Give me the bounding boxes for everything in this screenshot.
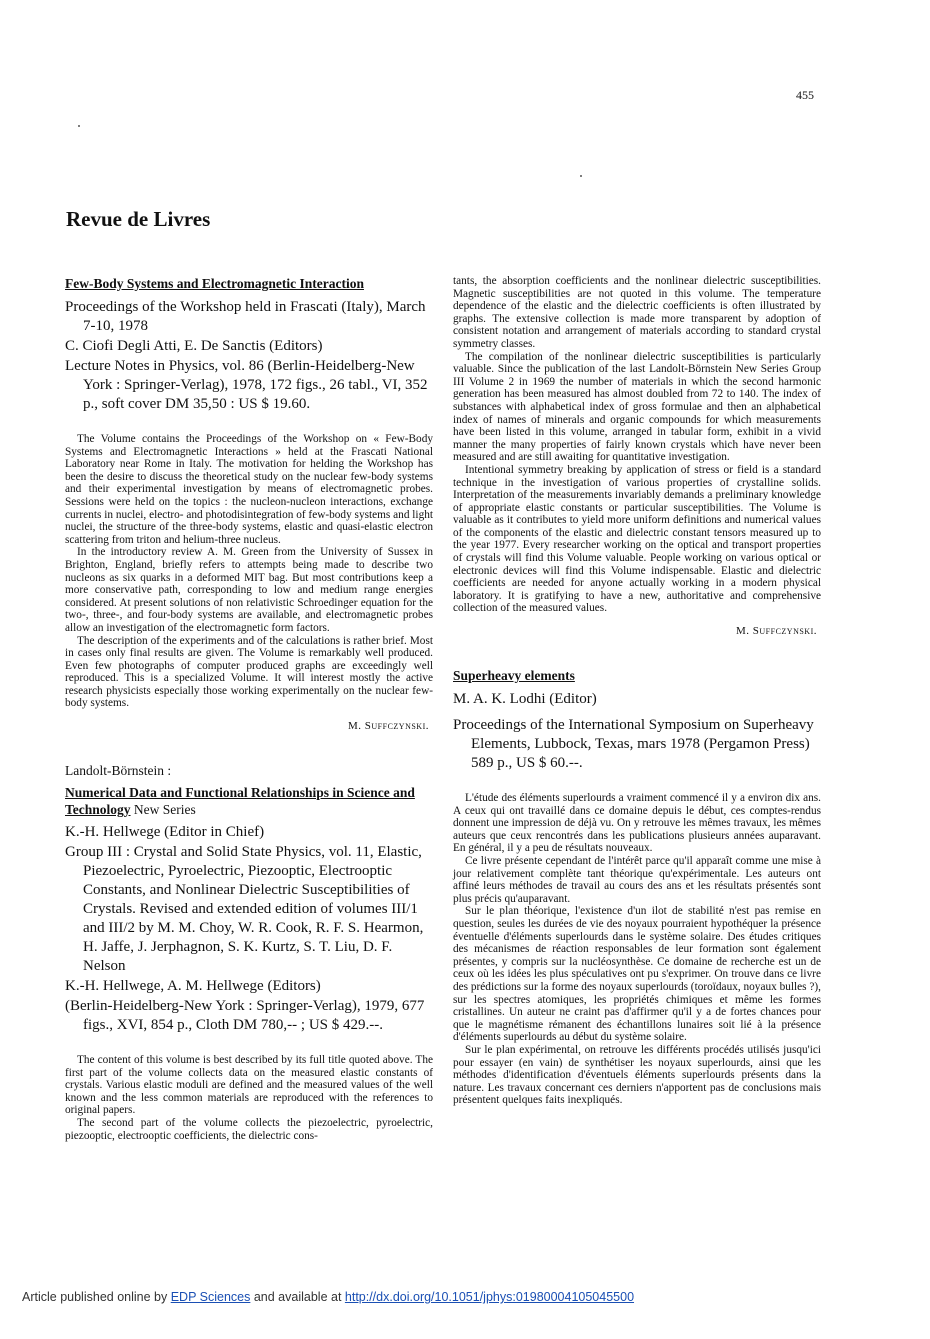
reviewer-signature: M. Suffczynski.	[348, 720, 429, 733]
review-paragraph: Sur le plan expérimental, on retrouve les différents procédés utilisés jusqu'ici pour essayer (en vain) de synthétiser les noyaux superlourds, ainsi que les méthodes d'identification d'éventuels éléments superlourds présents dans la nature. Les travaux concernant ces derniers n'apportent pas de conclusions mais présentent quelques faits inexpliqués.	[453, 1043, 821, 1107]
review-ref-publication: (Berlin-Heidelberg-New York : Springer-Verlag), 1979, 677 figs., XVI, 854 p., Cloth DM 780,-- ; US $ 429.--.	[65, 998, 425, 1034]
reviewer-signature: M. Suffczynski.	[736, 625, 817, 638]
right-column	[453, 275, 821, 1107]
review-paragraph: Sur le plan théorique, l'existence d'un ilot de stabilité n'est pas remise en question, seules les durées de vie des noyaux pourraient hypothéquer la présence éventuelle d'éléments superlourds dans le système solaire. Des études critiques des mécanismes de réaction responsables de leur formation sont également présentes, y compris sur la nucléosynthèse. Ce domaine de recherche est un de ceux où les idées les plus spéculatives ont pu s'exprimer. On trouve dans ce livre des prédictions sur la forme des noyaux superlourds (toroïdaux, noyaux bulles ?), sur les spectres atomiques, les propriétés chimiques et même les formes cristallines. Un auteur ne craint pas d'affirmer qu'il y a de fortes chances pour que le magnétisme rémanent des échantillons lunaires soit lié à la présence d'éléments superlourds au début du système solaire.	[453, 905, 822, 1044]
review-paragraph: The content of this volume is best described by its full title quoted above. The first part of the volume collects data on the measured elastic constants of crystals. Various elastic moduli are defined and the measured values of the well known and the less common materials are reproduced with the references to original papers.	[65, 1054, 433, 1117]
review-ref-group: Group III : Crystal and Solid State Physics, vol. 11, Elastic, Piezoelectric, Pyroelectric, Piezooptic, Electrooptic Constants, and Nonlinear Dielectric Susceptibilities of Crystals. Revised and extended edition of volumes III/1 and III/2 by M. M. Choy, W. R. Cook, R. F. S. Hearmon, H. Jaffe, J. Jerphagnon, S. K. Kurtz, S. T. Liu, D. F. Nelson	[65, 844, 424, 975]
footer-prefix: Article published online by	[22, 1290, 171, 1304]
review-ref-proceedings: Proceedings of the Workshop held in Frascati (Italy), March 7-10, 1978	[65, 299, 426, 334]
series-title	[65, 784, 433, 818]
review-ref-editors: K.-H. Hellwege, A. M. Hellwege (Editors)	[65, 978, 321, 995]
review-heading-few-body: Few-Body Systems and Electromagnetic Interaction	[65, 276, 364, 291]
review-paragraph: The Volume contains the Proceedings of the Workshop on « Few-Body Systems and Electromagnetic Interactions » held at the Frascati National Laboratory near Rome in Italy. The motivation for helding the Workshop has been the desire to discuss the theoretical study on the nuclear few-body systems and their experimental investigation by means of electromagnetic probes. Sessions were held on the topics : the nucleon-nucleon interactions, exchange currents in nuclei, electro- and photodisintegration of few-body systems and light nuclei, the structure of the three-body systems, elastic and quasi-elastic electron scattering from triton and helium-three nucleus.	[65, 433, 433, 546]
review-ref-editors: C. Ciofi Degli Atti, E. De Sanctis (Editors)	[65, 338, 323, 354]
review-ref-editor-in-chief: K.-H. Hellwege (Editor in Chief)	[65, 824, 265, 841]
left-column	[65, 275, 433, 1142]
publication-footer	[22, 1290, 634, 1304]
review-heading-superheavy: Superheavy elements	[453, 668, 575, 684]
page-number: 455	[796, 88, 814, 102]
review-ref-publication: Lecture Notes in Physics, vol. 86 (Berlin-Heidelberg-New York : Springer-Verlag), 1978, 172 figs., 26 tabl., VI, 352 p., soft cover DM 35,50 : US $ 19.60.	[65, 358, 428, 412]
footer-middle: and available at	[250, 1290, 345, 1304]
review-paragraph: tants, the absorption coefficients and the nonlinear dielectric susceptibilities. Magnetic susceptibilities are not quoted in this volume. The temperature dependence of the elastic and the dielectric coefficients is often illustrated by graphs. The extensive collection is made more transparent by adoption of consistent notation and arrangement of materials according to standard crystal symmetry classes.	[453, 275, 821, 350]
review-paragraph: The compilation of the nonlinear dielectric susceptibilities is particularly valuable. Since the publication of the last Landolt-Börnstein New Series Group III Volume 2 in 1969 the number of materials in which the second harmonic generation has been measured has almost doubled from 72 to 140. The index of substances with alphabetical index of gross formulae and then an alphabetical index of names of minerals and organic compounds for which measurements have been listed in this volume, arranged in tabular form, exhibit in a vivid manner the many properties of fairly known crystals which have never been measured and are still awaiting for quantitative investigation.	[453, 350, 821, 464]
page-title: Revue de Livres	[66, 207, 211, 231]
review-paragraph: Ce livre présente cependant de l'intérêt parce qu'il apparaît comme une mise à jour relativement complète tant théorique qu'expérimentale. Les auteurs ont affiné leurs méthodes de travail au cours des ans et les résultats présentés sont plus précis qu'auparavant.	[453, 855, 821, 905]
series-title-bold: Numerical Data and Functional Relationships in Science and Technology	[65, 785, 415, 818]
review-paragraph: Intentional symmetry breaking by application of stress or field is a standard technique in the investigation of various properties of crystalline solids. Interpretation of the measurements invariably demands a preliminary knowledge of appropriate elastic constants or particular susceptibilities. The Volume is valuable as it contributes to yield more uniform definitions and numerical values of the components of the elastic and dielectric constant tensors measured up to the year 1977. Every researcher working on the optical and transport properties of crystals will find this Volume valuable. People working on various optical or electronic devices will find this Volume indispensable. Elastic and dielectric coefficients are needed for anyone actually working in a modern physical laboratory. It is gratifying to have a new, authoritative and comprehensive collection of the measured values.	[453, 463, 821, 615]
series-title-rest: New Series	[130, 802, 196, 818]
series-title-top: Landolt-Börnstein :	[65, 763, 172, 779]
doi-link[interactable]: http://dx.doi.org/10.1051/jphys:01980004105045500	[344, 1290, 635, 1304]
review-paragraph: In the introductory review A. M. Green from the University of Sussex in Brighton, England, briefly refers to attempts being made to describe two nucleons as six quarks in a deformed MIT bag. But most contributions keep a more conservative path, corresponding to low and medium range energies considered. At present solutions of non relativistic Schroedinger equation for the two-, three-, and four-body systems are available, and electromagnetic probes allow an investigation of the electromagnetic form factors.	[65, 546, 433, 634]
review-paragraph: L'étude des éléments superlourds a vraiment commencé il y a environ dix ans. A ceux qui ont travaillé dans ce domaine depuis le début, ces comptes-rendus donnent une impression de déjà vu. On y retrouve les mêmes travaux, les mêmes auteurs que ceux rencontrés dans les publications plusieurs années auparavant. En général, il y a peu de résultats nouveaux.	[453, 792, 821, 855]
edp-sciences-link[interactable]: EDP Sciences	[170, 1290, 251, 1304]
review-ref-editor: M. A. K. Lodhi (Editor)	[453, 691, 597, 708]
review-paragraph: The second part of the volume collects the piezoelectric, pyroelectric, piezooptic, electrooptic coefficients, the dielectric cons-	[65, 1117, 433, 1142]
review-ref-proceedings: Proceedings of the International Symposium on Superheavy Elements, Lubbock, Texas, mars 1978 (Pergamon Press) 589 p., US $ 60.--.	[453, 717, 814, 772]
review-paragraph: The description of the experiments and of the calculations is rather brief. Most in cases only final results are given. The Volume is remarkably well produced. Even few photographs of computer produced graphs are exceedingly well reproduced. This is a specialized Volume. It will interest mostly the active research physicists especially those working experimentally on the nuclear few-body systems.	[65, 634, 433, 710]
